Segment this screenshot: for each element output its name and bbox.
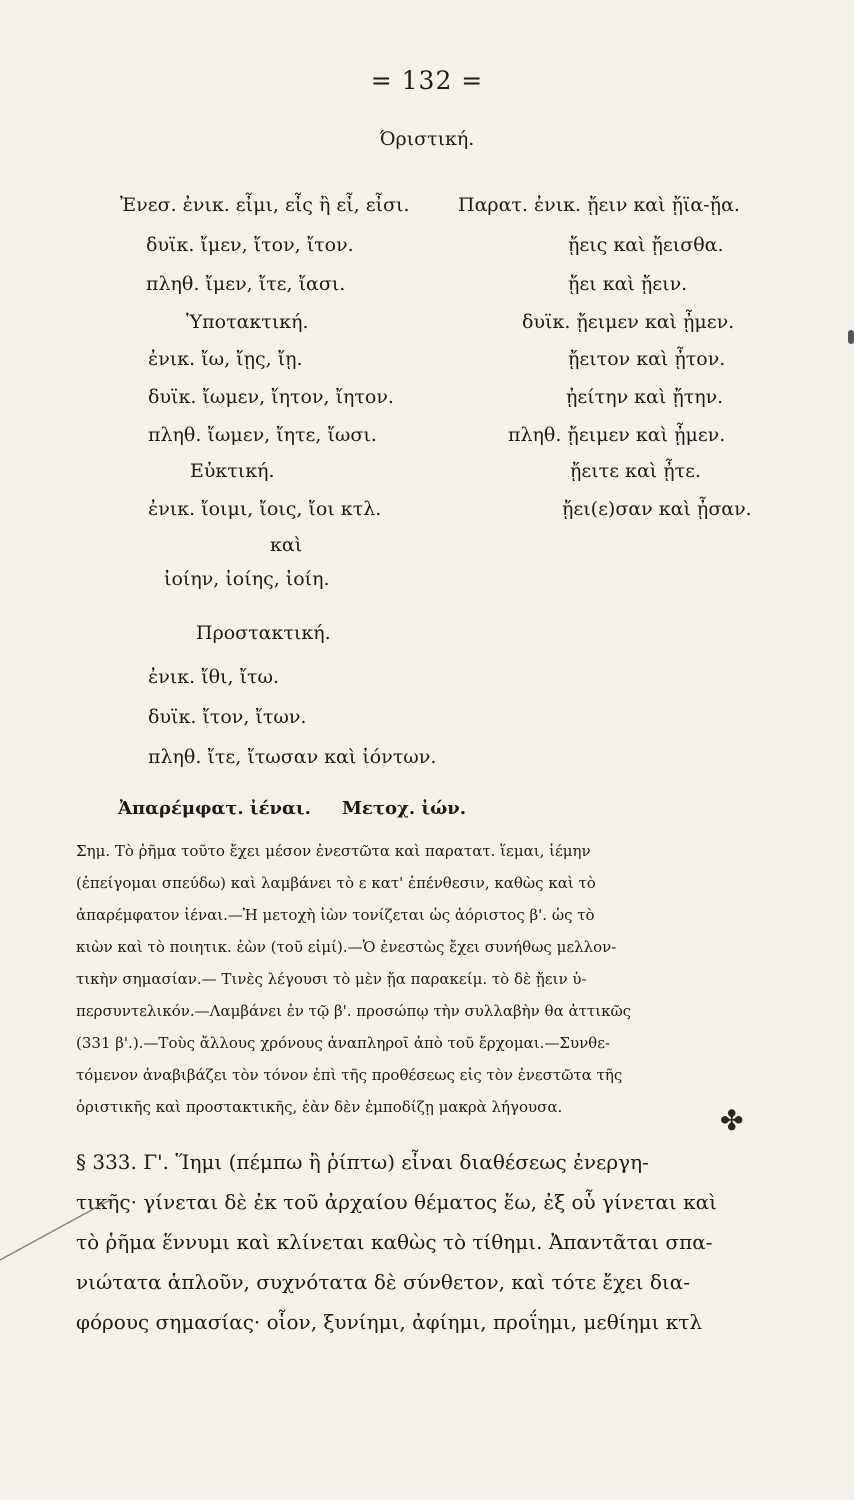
note-line: τικὴν σημασίαν.— Τινὲς λέγουσι τὸ μὲν ᾔα παρακείμ. τὸ δὲ ᾔειν ὑ- [76,970,587,988]
subjunctive-heading: Ὑποτακτική. [186,311,309,333]
paragraph-line: φόρους σημασίας· οἷον, ξυνίημι, ἀφίημι, προΐημι, μεθίημι κτλ [76,1310,702,1334]
imperfect-singular-1: Παρατ. ἐνικ. ᾔειν καὶ ᾔϊα-ᾔα. [458,194,740,216]
paragraph-line: τικῆς· γίνεται δὲ ἐκ τοῦ ἀρχαίου θέματος ἕω, ἐξ οὗ γίνεται καὶ [76,1190,717,1214]
optative-kai: καὶ [270,534,303,556]
present-plural: πληθ. ἴμεν, ἴτε, ἴασι. [146,273,346,295]
imperfect-plural-3: ᾔει(ε)σαν καὶ ᾖσαν. [562,498,752,520]
present-singular: Ἐνεσ. ἐνικ. εἶμι, εἶς ἢ εἶ, εἶσι. [120,194,410,216]
imperfect-singular-2: ᾔεις καὶ ᾔεισθα. [568,234,724,256]
imperative-singular: ἐνικ. ἴθι, ἴτω. [148,666,280,688]
paragraph-line: τὸ ῥῆμα ἕννυμι καὶ κλίνεται καθὼς τὸ τίθημι. Ἀπαντᾶται σπα- [76,1230,713,1254]
participle-label: Μετοχ. ἰών. [342,798,466,819]
imperative-dual: δυϊκ. ἴτον, ἴτων. [148,706,307,728]
imperative-heading: Προστακτική. [196,622,331,644]
subjunctive-singular: ἐνικ. ἴω, ἴῃς, ἴῃ. [148,348,303,370]
infinitive-label: Ἀπαρέμφατ. ἰέναι. [118,798,311,819]
optative-singular: ἐνικ. ἴοιμι, ἴοις, ἴοι κτλ. [148,498,382,520]
note-line: κιὼν καὶ τὸ ποιητικ. ἐὼν (τοῦ εἰμί).—Ὁ ἐνεστὼς ἔχει συνήθως μελλον- [76,938,617,956]
subjunctive-plural: πληθ. ἴωμεν, ἴητε, ἴωσι. [148,424,377,446]
imperfect-singular-3: ᾔει καὶ ᾔειν. [568,273,688,295]
note-line: περσυντελικόν.—Λαμβάνει ἐν τῷ β'. προσώπῳ τὴν συλλαβὴν θα ἀττικῶς [76,1002,632,1020]
optative-alternative: ἰοίην, ἰοίης, ἰοίη. [164,568,330,590]
paragraph-line: νιώτατα ἁπλοῦν, συχνότατα δὲ σύνθετον, καὶ τότε ἔχει δια- [76,1270,690,1294]
note-line: (331 β'.).—Τοὺς ἄλλους χρόνους ἀναπληροῖ ἀπὸ τοῦ ἔρχομαι.—Συνθε- [76,1034,611,1052]
note-line: τόμενον ἀναβιβάζει τὸν τόνον ἐπὶ τῆς προθέσεως εἰς τὸν ἐνεστῶτα τῆς [76,1066,623,1084]
note-line: Σημ. Τὸ ῥῆμα τοῦτο ἔχει μέσον ἐνεστῶτα καὶ παρατατ. ἵεμαι, ἱέμην [76,842,591,860]
note-line: (ἐπείγομαι σπεύδω) καὶ λαμβάνει τὸ ε κατ' ἐπένθεσιν, καθὼς καὶ τὸ [76,874,596,892]
imperfect-plural-2: ᾔειτε καὶ ᾖτε. [570,460,702,482]
paragraph-line: § 333. Γ'. Ἵημι (πέμπω ἢ ῥίπτω) εἶναι διαθέσεως ἐνεργη- [76,1150,649,1174]
imperfect-plural-1: πληθ. ᾔειμεν καὶ ᾖμεν. [508,424,726,446]
imperfect-dual-1: δυϊκ. ᾔειμεν καὶ ᾖμεν. [522,311,735,333]
pencil-stroke-icon [0,1190,120,1270]
note-line: ὁριστικῆς καὶ προστακτικῆς, ἐὰν δὲν ἐμποδίζῃ μακρὰ λήγουσα. [76,1098,563,1116]
present-dual: δυϊκ. ἴμεν, ἴτον, ἴτον. [146,234,354,256]
imperfect-dual-2: ᾔειτον καὶ ᾖτον. [568,348,726,370]
imperfect-dual-3: ᾐείτην καὶ ᾔτην. [566,386,724,408]
optative-heading: Εὐκτική. [190,460,275,482]
note-line: ἀπαρέμφατον ἰέναι.—Ἡ μετοχὴ ἰὼν τονίζεται ὡς ἀόριστος β'. ὡς τὸ [76,906,595,924]
imperative-plural: πληθ. ἴτε, ἴτωσαν καὶ ἰόντων. [148,746,437,768]
page-number: = 132 = [370,66,484,95]
margin-ink-mark [848,330,854,344]
subjunctive-dual: δυϊκ. ἴωμεν, ἴητον, ἴητον. [148,386,394,408]
indicative-heading: Όριστική. [379,128,475,150]
ink-blot-icon: ✤ [720,1104,744,1137]
